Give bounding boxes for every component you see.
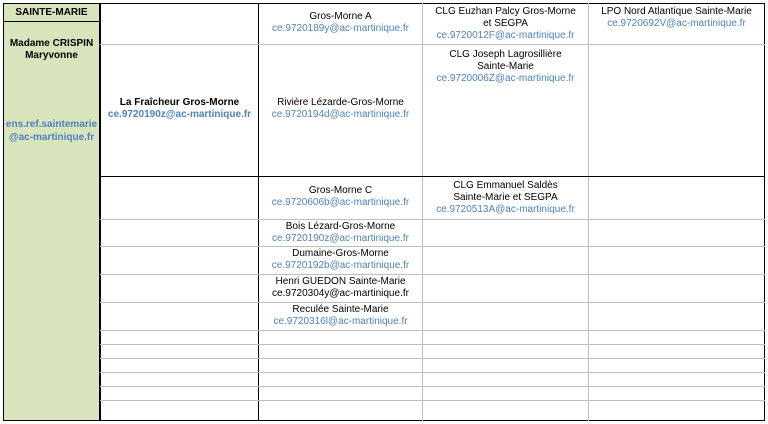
row-line-2: [100, 176, 765, 177]
referent-email-line2: @ac-martinique.fr: [8, 132, 95, 143]
college-entry: [423, 6, 588, 42]
row-line-3: [100, 219, 765, 220]
school-email[interactable]: ce.9720606b@ac-martinique.fr: [271, 197, 410, 208]
college-name-line1: CLG Joseph Lagrosillière: [449, 49, 562, 60]
school-entry: [259, 11, 422, 35]
referent-email[interactable]: [4, 118, 99, 144]
district-title-rule: [3, 21, 100, 22]
row-line-1: [100, 44, 765, 45]
school-name: La Fraîcheur Gros-Morne: [119, 97, 240, 108]
row-line-12: [100, 400, 765, 401]
school-name: Reculée Sainte-Marie: [292, 304, 389, 315]
school-email[interactable]: ce.9720190z@ac-martinique.fr: [272, 233, 409, 244]
row-line-10: [100, 372, 765, 373]
lycee-entry: [589, 6, 764, 30]
school-email[interactable]: ce.9720189y@ac-martinique.fr: [272, 23, 409, 34]
row-line-8: [100, 344, 765, 345]
college-name-line1: CLG Emmanuel Saldès: [453, 180, 558, 191]
school-entry: [259, 185, 422, 209]
row-line-6: [100, 302, 765, 303]
row-line-4: [100, 246, 765, 247]
referent-email-line1: ens.ref.saintemarie: [5, 119, 98, 130]
college-entry: [423, 49, 588, 85]
district-column: [3, 3, 100, 421]
referent-name-line2: Maryvonne: [25, 50, 78, 61]
school-email[interactable]: ce.9720304y@ac-martinique.fr: [272, 288, 409, 299]
school-name: Rivière Lézarde-Gros-Morne: [277, 97, 404, 108]
school-email[interactable]: ce.9720192b@ac-martinique.fr: [271, 260, 410, 271]
lycee-name: LPO Nord Atlantique Sainte-Marie: [601, 6, 752, 17]
row-line-5: [100, 274, 765, 275]
school-email[interactable]: ce.9720190z@ac-martinique.fr: [107, 109, 252, 120]
college-name-line2: Sainte-Marie: [477, 61, 534, 72]
college-email[interactable]: ce.9720513A@ac-martinique.fr: [436, 204, 575, 215]
row-line-11: [100, 386, 765, 387]
school-entry: [259, 97, 422, 121]
college-name-line2: et SEGPA: [483, 18, 528, 29]
school-entry: [259, 221, 422, 245]
border-bottom: [3, 420, 765, 421]
college-email[interactable]: ce.9720006Z@ac-martinique.fr: [436, 73, 575, 84]
school-name: Gros-Morne A: [309, 11, 372, 22]
row-line-7: [100, 330, 765, 331]
border-top: [3, 3, 765, 4]
college-name-line1: CLG Euzhan Palcy Gros-Morne: [435, 6, 576, 17]
school-email[interactable]: ce.9720194d@ac-martinique.fr: [271, 109, 410, 120]
school-email[interactable]: ce.9720316l@ac-martinique.fr: [273, 316, 408, 327]
school-name: Dumaine-Gros-Morne: [292, 248, 389, 259]
lycee-email[interactable]: ce.9720692V@ac-martinique.fr: [607, 18, 746, 29]
school-entry-col1: [101, 97, 258, 121]
school-name: Henri GUEDON Sainte-Marie: [275, 276, 406, 287]
school-table: [3, 3, 765, 421]
referent-name-line1: Madame CRISPIN: [9, 38, 94, 49]
school-entry: [259, 276, 422, 300]
school-name: Gros-Morne C: [308, 185, 373, 196]
district-title: SAINTE-MARIE: [15, 7, 88, 18]
college-email[interactable]: ce.9720012F@ac-martinique.fr: [436, 30, 575, 41]
referent-name: [4, 38, 99, 62]
row-line-9: [100, 358, 765, 359]
school-entry: [259, 248, 422, 272]
school-name: Bois Lézard-Gros-Morne: [285, 221, 396, 232]
school-entry: [259, 304, 422, 328]
college-name-line2: Sainte-Marie et SEGPA: [453, 192, 558, 203]
college-entry: [423, 180, 588, 216]
